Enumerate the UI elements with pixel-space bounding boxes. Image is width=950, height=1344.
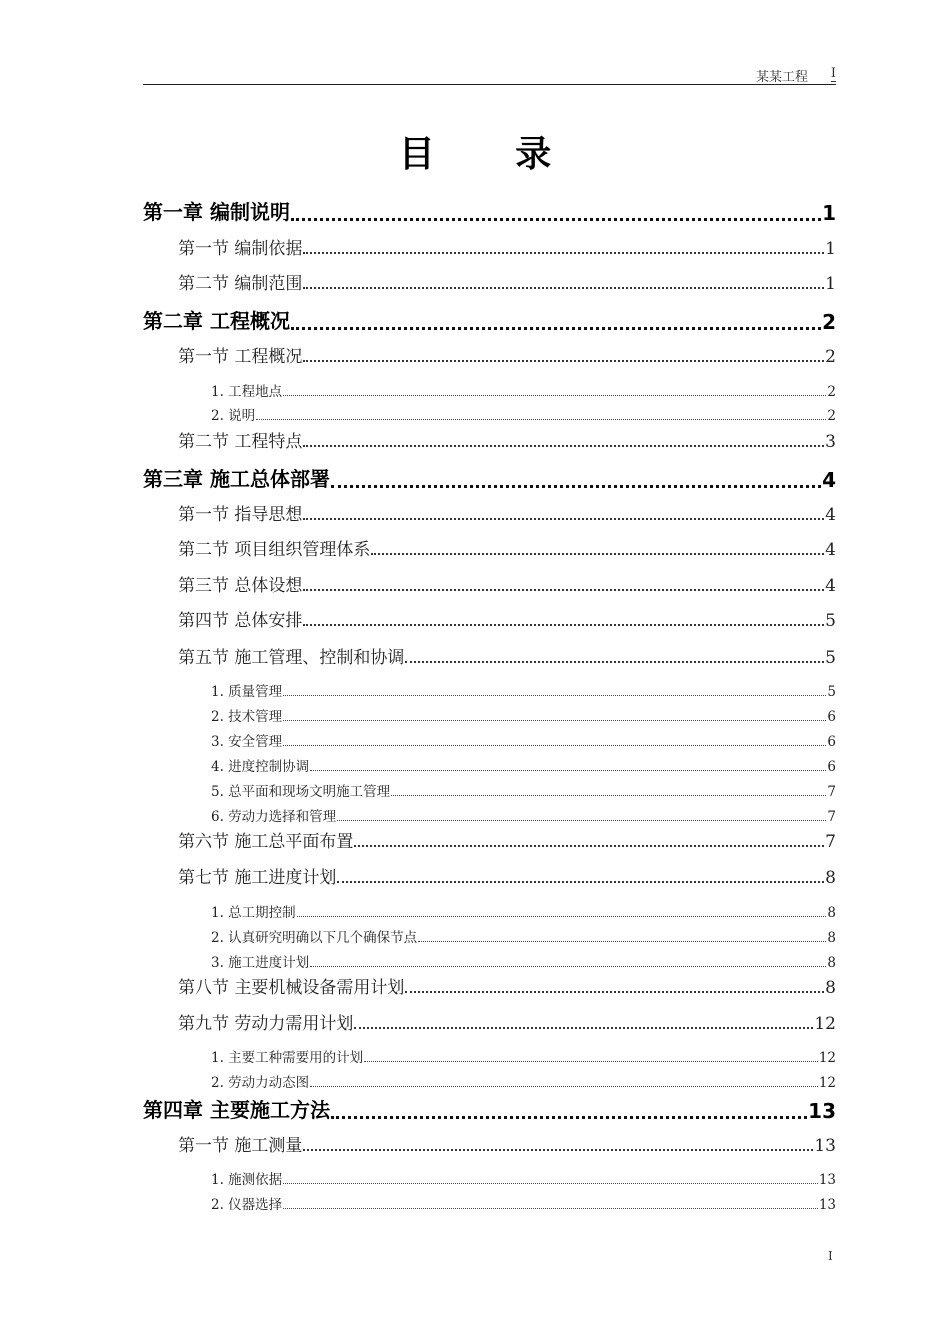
toc-leader-dots	[337, 880, 824, 883]
toc-leader-dots	[337, 819, 826, 821]
toc-entry-title: 第三章 施工总体部署	[143, 467, 330, 491]
toc-entry-level-2[interactable]	[178, 269, 836, 294]
toc-entry-level-3[interactable]	[211, 926, 836, 946]
toc-entry-level-3[interactable]	[211, 380, 836, 400]
toc-leader-dots	[303, 444, 824, 447]
toc-entry-page: 1	[822, 201, 836, 225]
toc-entry-page: 8	[825, 978, 836, 998]
toc-entry-level-3[interactable]	[211, 680, 836, 700]
header-doc-title: 某某工程	[755, 70, 808, 85]
toc-leader-dots	[283, 394, 826, 396]
toc-leader-dots	[291, 326, 821, 330]
toc-entry-title: 第三节 总体设想	[178, 576, 303, 596]
toc-entry-level-2[interactable]	[178, 571, 836, 596]
toc-entry-title: 第一章 编制说明	[143, 200, 290, 224]
toc-entry-page: 3	[825, 432, 836, 452]
toc-entry-page: 4	[825, 576, 836, 596]
toc-leader-dots	[303, 286, 824, 289]
toc-leader-dots	[291, 217, 821, 221]
toc-entry-title: 第四节 总体安排	[178, 611, 303, 631]
toc-leader-dots	[303, 1148, 813, 1151]
toc-entry-level-2[interactable]	[178, 234, 836, 259]
toc-leader-dots	[303, 359, 824, 362]
toc-leader-dots	[283, 694, 826, 696]
toc-entry-page: 5	[825, 648, 836, 668]
toc-entry-title: 第一节 工程概况	[178, 347, 303, 367]
toc-entry-level-2[interactable]	[178, 500, 836, 525]
toc-entry-title: 2. 劳动力动态图	[211, 1075, 310, 1091]
toc-entry-page: 12	[814, 1014, 836, 1034]
toc-entry-level-1[interactable]	[143, 463, 836, 492]
toc-entry-page: 4	[825, 505, 836, 525]
toc-entry-level-1[interactable]	[143, 196, 836, 225]
toc-entry-page: 1	[825, 274, 836, 294]
toc-leader-dots	[310, 965, 826, 967]
toc-entry-page: 13	[808, 1099, 836, 1123]
toc-entry-page: 6	[827, 709, 836, 725]
toc-entry-page: 5	[825, 611, 836, 631]
page-header	[143, 64, 836, 85]
toc-leader-dots	[354, 844, 824, 847]
toc-entry-level-3[interactable]	[211, 705, 836, 725]
toc-entry-page: 8	[827, 905, 836, 921]
toc-leader-dots	[303, 251, 824, 254]
toc-leader-dots	[283, 744, 826, 746]
toc-entry-page: 12	[818, 1075, 836, 1091]
toc-entry-title: 6. 劳动力选择和管理	[211, 809, 337, 825]
toc-entry-page: 12	[818, 1050, 836, 1066]
toc-entry-level-3[interactable]	[211, 730, 836, 750]
toc-entry-page: 7	[825, 832, 836, 852]
toc-entry-title: 第二节 工程特点	[178, 432, 303, 452]
toc-leader-dots	[405, 990, 824, 993]
toc-entry-level-3[interactable]	[211, 951, 836, 971]
toc-entry-page: 6	[827, 759, 836, 775]
toc-leader-dots	[354, 1026, 813, 1029]
toc-entry-title: 1. 总工期控制	[211, 905, 296, 921]
toc-entry-page: 2	[822, 310, 836, 334]
toc-entry-page: 13	[818, 1197, 836, 1213]
toc-entry-level-3[interactable]	[211, 805, 836, 825]
toc-leader-dots	[310, 1085, 818, 1087]
toc-leader-dots	[310, 769, 826, 771]
toc-leader-dots	[331, 1115, 807, 1119]
toc-entry-level-2[interactable]	[178, 606, 836, 631]
toc-entry-level-2[interactable]	[178, 535, 836, 560]
toc-entry-level-2[interactable]	[178, 342, 836, 367]
toc-leader-dots	[283, 1182, 818, 1184]
toc-entry-level-2[interactable]	[178, 427, 836, 452]
toc-entry-title: 2. 说明	[211, 408, 256, 424]
toc-leader-dots	[371, 552, 824, 555]
toc-entry-level-1[interactable]	[143, 305, 836, 334]
toc-entry-title: 第七节 施工进度计划	[178, 868, 337, 888]
toc-entry-title: 1. 质量管理	[211, 684, 283, 700]
toc-leader-dots	[418, 940, 826, 942]
toc-entry-title: 第九节 劳动力需用计划	[178, 1014, 354, 1034]
toc-entry-page: 4	[825, 540, 836, 560]
toc-entry-page: 1	[825, 239, 836, 259]
toc-entry-title: 1. 工程地点	[211, 384, 283, 400]
toc-leader-dots	[405, 660, 824, 663]
toc-entry-title: 2. 技术管理	[211, 709, 283, 725]
toc-entry-page: 7	[827, 784, 836, 800]
toc-entry-level-2[interactable]	[178, 973, 836, 998]
toc-leader-dots	[303, 623, 824, 626]
toc-leader-dots	[364, 1060, 818, 1062]
toc-entry-title: 4. 进度控制协调	[211, 759, 310, 775]
toc-entry-page: 2	[827, 384, 836, 400]
toc-leader-dots	[283, 719, 826, 721]
toc-entry-level-3[interactable]	[211, 780, 836, 800]
toc-entry-page: 5	[827, 684, 836, 700]
toc-entry-level-3[interactable]	[211, 1071, 836, 1091]
toc-entry-level-3[interactable]	[211, 901, 836, 921]
toc-entry-page: 2	[825, 347, 836, 367]
toc-entry-title: 第一节 指导思想	[178, 505, 303, 525]
toc-entry-page: 8	[825, 868, 836, 888]
toc-entry-title: 1. 施测依据	[211, 1172, 283, 1188]
toc-leader-dots	[283, 1207, 818, 1209]
toc-entry-title: 3. 施工进度计划	[211, 955, 310, 971]
toc-entry-title: 第二节 项目组织管理体系	[178, 540, 371, 560]
toc-entry-title: 第一节 施工测量	[178, 1136, 303, 1156]
toc-entry-level-3[interactable]	[211, 755, 836, 775]
toc-entry-level-2[interactable]	[178, 1131, 836, 1156]
toc-entry-level-2[interactable]	[178, 863, 836, 888]
toc-entry-title: 3. 安全管理	[211, 734, 283, 750]
toc-entry-level-3[interactable]	[211, 404, 836, 424]
toc-leader-dots	[297, 915, 827, 917]
toc-entry-level-3[interactable]	[211, 1168, 836, 1188]
toc-entry-page: 2	[827, 408, 836, 424]
toc-entry-page: 13	[814, 1136, 836, 1156]
toc-leader-dots	[391, 794, 826, 796]
header-page-number: I	[830, 66, 836, 81]
toc-entry-page: 8	[827, 930, 836, 946]
toc-leader-dots	[256, 418, 826, 420]
toc-entry-title: 第二章 工程概况	[143, 309, 290, 333]
toc-leader-dots	[303, 517, 824, 520]
toc-entry-page: 4	[822, 468, 836, 492]
toc-entry-title: 2. 认真研究明确以下几个确保节点	[211, 930, 418, 946]
toc-entry-title: 第六节 施工总平面布置	[178, 832, 354, 852]
toc-entry-level-1[interactable]	[143, 1094, 836, 1123]
toc-entry-page: 8	[827, 955, 836, 971]
toc-entry-title: 第二节 编制范围	[178, 274, 303, 294]
toc-entry-level-3[interactable]	[211, 1193, 836, 1213]
toc-entry-title: 第五节 施工管理、控制和协调	[178, 648, 405, 668]
toc-entry-level-3[interactable]	[211, 1046, 836, 1066]
toc-entry-title: 1. 主要工种需要用的计划	[211, 1050, 364, 1066]
toc-leader-dots	[331, 484, 821, 488]
toc-entry-page: 6	[827, 734, 836, 750]
toc-entry-page: 7	[827, 809, 836, 825]
toc-entry-level-2[interactable]	[178, 1009, 836, 1034]
footer-page-number: I	[828, 1249, 833, 1263]
toc-entry-level-2[interactable]	[178, 827, 836, 852]
toc-entry-level-2[interactable]	[178, 643, 836, 668]
toc-entry-page: 13	[818, 1172, 836, 1188]
toc-entry-title: 第四章 主要施工方法	[143, 1098, 330, 1122]
toc-title: 目 录	[398, 134, 586, 175]
toc-leader-dots	[303, 588, 824, 591]
toc-entry-title: 5. 总平面和现场文明施工管理	[211, 784, 391, 800]
toc-entry-title: 第八节 主要机械设备需用计划	[178, 978, 405, 998]
toc-entry-title: 2. 仪器选择	[211, 1197, 283, 1213]
toc-entry-title: 第一节 编制依据	[178, 239, 303, 259]
